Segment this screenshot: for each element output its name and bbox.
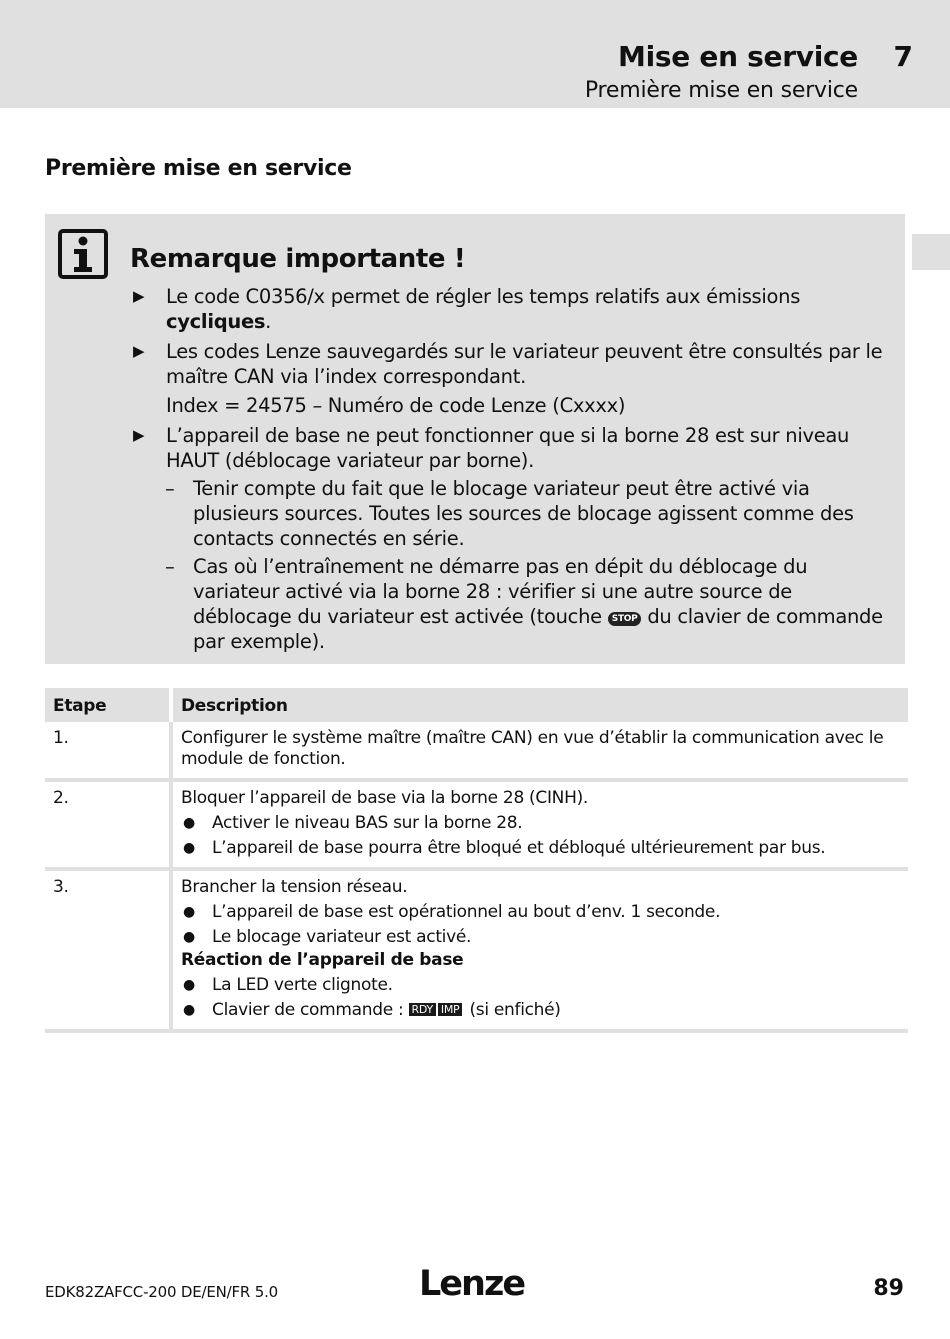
important-note-box	[45, 214, 905, 664]
bullet-text: Activer le niveau BAS sur la borne 28.	[212, 813, 523, 833]
bullet-text: L’appareil de base pourra être bloqué et débloqué ultérieurement par bus.	[212, 838, 826, 858]
bullet-text: La LED verte clignote.	[212, 975, 393, 995]
lcd-imp-indicator: IMP	[438, 1003, 462, 1016]
arrow-bullet-icon: ▶	[133, 426, 145, 444]
bullet-dot-icon: ●	[183, 840, 195, 856]
bullet-item	[181, 927, 900, 948]
step-description	[171, 869, 908, 1031]
note-sublist	[165, 476, 893, 654]
note-subitem	[165, 554, 893, 654]
step-description	[171, 780, 908, 869]
chapter-title: Mise en service	[618, 40, 858, 73]
table-header-row	[45, 688, 908, 722]
bullet-item	[181, 838, 900, 859]
note-item-tail: .	[265, 310, 272, 333]
chapter-number: 7	[893, 40, 913, 73]
note-item-text: Les codes Lenze sauvegardés sur le variateur peuvent être consultés par le maître CAN via l’index correspondant.	[166, 340, 883, 388]
step-number: 2.	[45, 780, 171, 869]
note-item-bold: cycliques	[166, 310, 266, 333]
chapter-side-tab	[912, 234, 950, 270]
table-row	[45, 722, 908, 780]
step-text: Brancher la tension réseau.	[181, 877, 408, 897]
dash-bullet: –	[165, 477, 175, 500]
bullet-dot-icon: ●	[183, 815, 195, 831]
arrow-bullet-icon: ▶	[133, 287, 145, 305]
table-row	[45, 780, 908, 869]
section-heading: Première mise en service	[45, 156, 352, 181]
note-item	[133, 423, 893, 654]
note-title: Remarque importante !	[130, 244, 466, 274]
steps-table	[45, 688, 908, 1033]
step-number: 3.	[45, 869, 171, 1031]
note-item-text: Le code C0356/x permet de régler les temps relatifs aux émissions	[166, 285, 801, 308]
step-description	[171, 722, 908, 780]
step-number: 1.	[45, 722, 171, 780]
bullet-dot-icon: ●	[183, 977, 195, 993]
bullet-item	[181, 975, 900, 996]
bullet-item	[181, 813, 900, 834]
note-subitem-text: Cas où l’entraînement ne démarre pas en dépit du déblocage du variateur activé via la borne 28 : vérifier si une autre source de déblocage du variateur est activée (touche	[193, 555, 808, 628]
lcd-rdy-indicator: RDY	[409, 1003, 436, 1016]
note-item	[133, 284, 893, 334]
step-text: Bloquer l’appareil de base via la borne 28 (CINH).	[181, 788, 589, 808]
bullet-item	[181, 902, 900, 923]
footer-doc-id: EDK82ZAFCC-200 DE/EN/FR 5.0	[45, 1283, 278, 1301]
note-item-text: L’appareil de base ne peut fonctionner que si la borne 28 est sur niveau HAUT (déblocage variateur par borne).	[166, 424, 850, 472]
note-subitem-text: Tenir compte du fait que le blocage variateur peut être activé via plusieurs sources. Toutes les sources de blocage agissent comme des contacts connectés en série.	[193, 477, 854, 550]
lenze-logo: Lenze	[419, 1264, 525, 1304]
note-subitem	[165, 476, 893, 551]
note-item-extra: Index = 24575 – Numéro de code Lenze (Cxxxx)	[166, 394, 626, 417]
table-row	[45, 869, 908, 1031]
bullet-item	[181, 1000, 900, 1021]
column-header-description: Description	[171, 688, 908, 722]
note-list	[133, 284, 893, 659]
step-text: Configurer le système maître (maître CAN) en vue d’établir la communication avec le module de fonction.	[181, 728, 884, 769]
dash-bullet: –	[165, 555, 175, 578]
column-header-step: Etape	[45, 688, 171, 722]
bullet-dot-icon: ●	[183, 904, 195, 920]
bullet-dot-icon: ●	[183, 1002, 195, 1018]
page-number: 89	[873, 1276, 904, 1301]
arrow-bullet-icon: ▶	[133, 342, 145, 360]
step-subheading: Réaction de l’appareil de base	[181, 950, 464, 970]
note-item	[133, 339, 893, 418]
stop-key-icon: STOP	[608, 612, 642, 626]
chapter-subtitle: Première mise en service	[584, 78, 858, 103]
keypad-tail: (si enfiché)	[464, 1000, 561, 1020]
bullet-text: Le blocage variateur est activé.	[212, 927, 472, 947]
keypad-label: Clavier de commande :	[212, 1000, 409, 1020]
bullet-text: L’appareil de base est opérationnel au bout d’env. 1 seconde.	[212, 902, 721, 922]
bullet-dot-icon: ●	[183, 929, 195, 945]
info-icon	[58, 229, 108, 279]
note-subitem-text-after: du clavier de commande par exemple).	[193, 605, 883, 653]
